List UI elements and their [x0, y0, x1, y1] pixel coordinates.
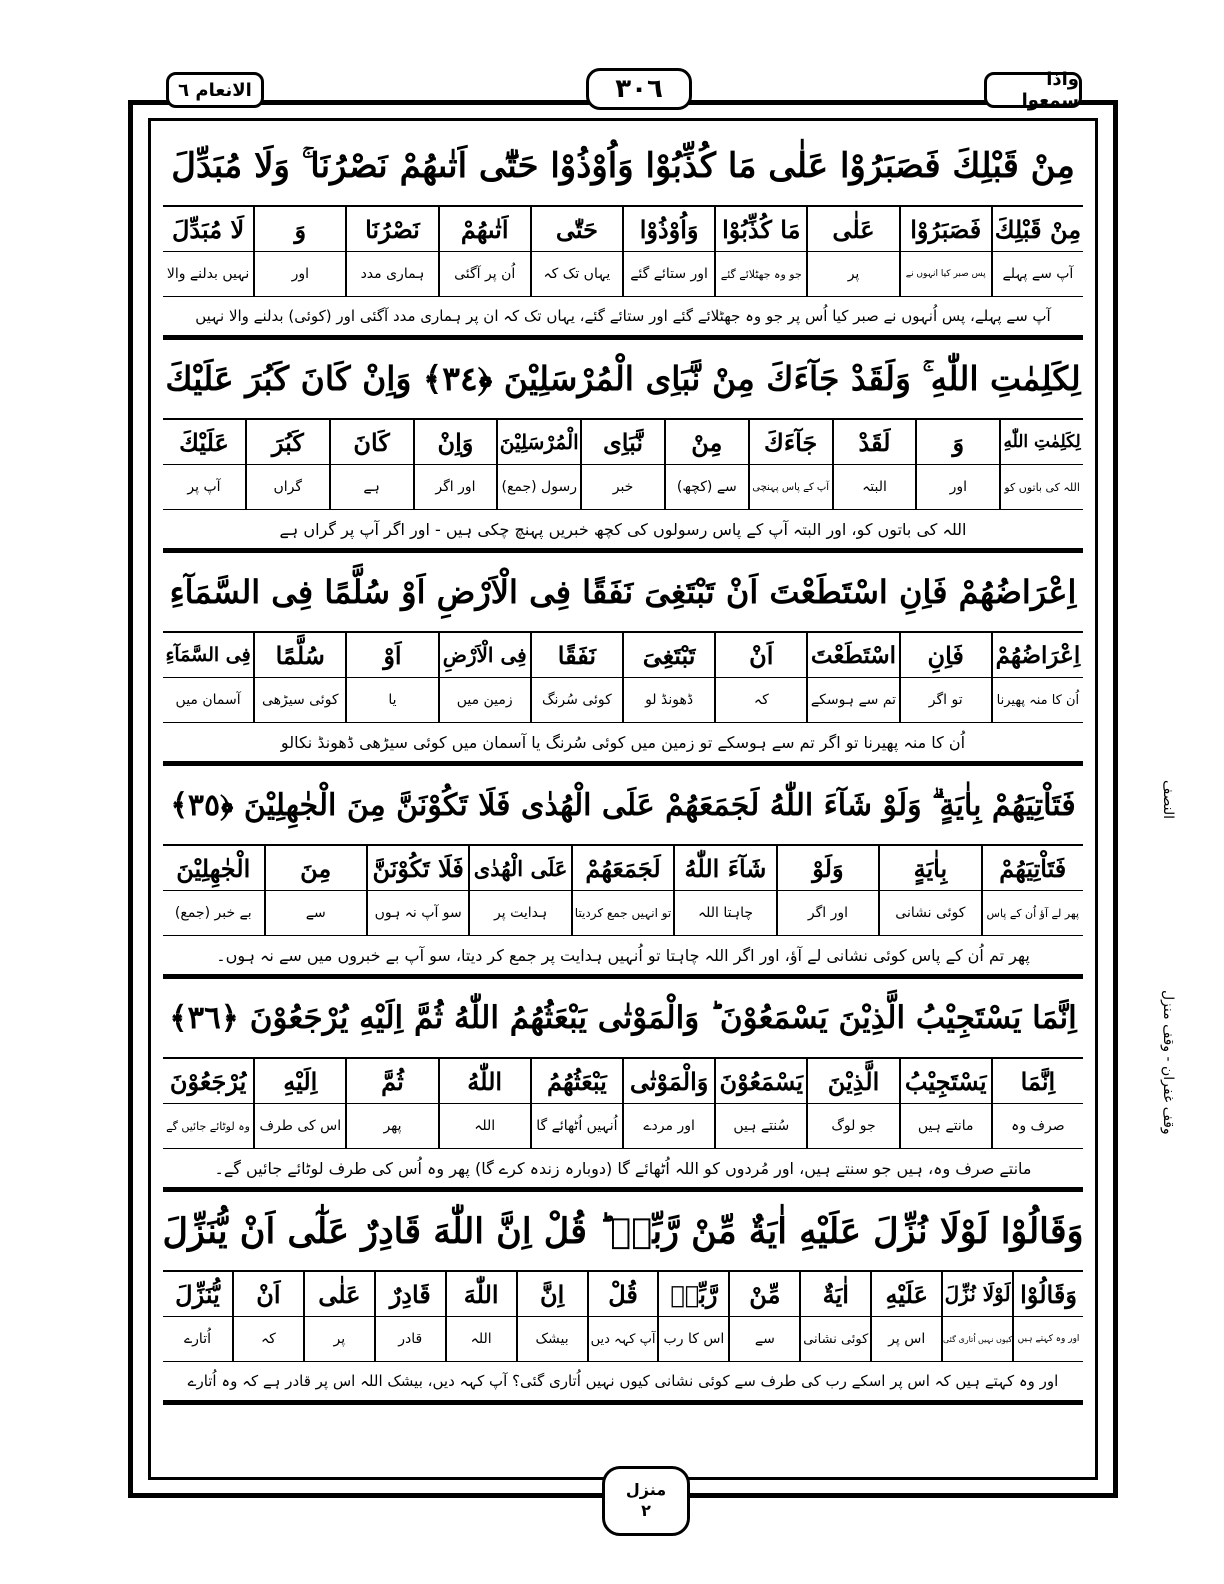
arabic-word-cell: اسْتَطَعْتَ	[806, 633, 898, 677]
arabic-word-cell: عَلٰى	[303, 1272, 374, 1316]
word-translation-cell: خبر	[580, 465, 664, 509]
arabic-word-cell: اِنَّمَا	[991, 1059, 1083, 1103]
arabic-word-cell: نَفَقًا	[530, 633, 622, 677]
word-translation-cell: چاہتا اللہ	[673, 891, 775, 935]
word-translation-cell: کہ	[232, 1317, 303, 1361]
word-translation-cell: زمین میں	[438, 678, 530, 722]
word-translation-cell: جو لوگ	[806, 1104, 898, 1148]
urdu-translation-line: پھر تم اُن کے پاس کوئی نشانی لے آؤ، اور اگر اللہ چاہتا تو اُنہیں ہدایت پر جمع کر دیتا، سو آپ بے خبروں میں سے نہ ہوں۔	[163, 936, 1083, 977]
word-translation-cell: کوئی سیڑھی	[253, 678, 345, 722]
arabic-word-cell: حَتّٰى	[530, 207, 622, 251]
word-translation-cell: ہماری مدد	[345, 252, 437, 296]
word-translation-cell: پر	[303, 1317, 374, 1361]
arabic-word-cell: وَلَوْ	[776, 846, 878, 890]
word-translation-cell: پس صبر کیا انہوں نے	[899, 252, 991, 296]
verse-section	[163, 979, 1083, 1192]
arabic-word-cell: لَوْلَا نُزِّلَ	[941, 1272, 1012, 1316]
verse-sections	[163, 127, 1083, 1405]
word-translation-cell: مانتے ہیں	[899, 1104, 991, 1148]
verse-section	[163, 766, 1083, 979]
arabic-word-cell: قُلْ	[587, 1272, 658, 1316]
arabic-word-cell: اٰيَةٌ	[799, 1272, 870, 1316]
word-translation-cell: ہے	[329, 465, 413, 509]
word-translation-cell: اس پر	[870, 1317, 941, 1361]
word-translation-cell: اور اگر	[776, 891, 878, 935]
arabic-word-cell: اَنْ	[714, 633, 806, 677]
word-translation-cell: کوئی نشانی	[878, 891, 980, 935]
arabic-word-cell: مِّنْ	[728, 1272, 799, 1316]
arabic-word-cell: اَنْ	[232, 1272, 303, 1316]
arabic-word-cell: فَصَبَرُوْا	[899, 207, 991, 251]
word-translation-cell: اس کا رب	[657, 1317, 728, 1361]
arabic-word-cell: مَا كُذِّبُوْا	[714, 207, 806, 251]
arabic-word-cell: وَالْمَوْتٰى	[622, 1059, 714, 1103]
arabic-word-cell: ثُمَّ	[345, 1059, 437, 1103]
arabic-word-cell: لَا مُبَدِّلَ	[171, 214, 245, 244]
arabic-word-cell: اللّٰهَ	[445, 1272, 516, 1316]
word-row	[163, 1272, 1083, 1317]
word-translation-cell: آپ پر	[187, 479, 221, 495]
translation-row	[163, 891, 1083, 936]
word-translation-cell: پھر لے آؤ اُن کے پاس	[981, 891, 1083, 935]
word-translation-cell: تم سے ہوسکے	[806, 678, 898, 722]
arabic-verse-line: فَتَاْتِيَهُمْ بِاٰيَةٍ ۗ وَلَوْ شَآءَ اللّٰهُ لَجَمَعَهُمْ عَلَى الْهُدٰى فَلَا تَكُوْنَنَّ مِنَ الْجٰهِلِيْنَ ﴿٣٥﴾	[163, 766, 1083, 846]
arabic-word-cell: فَاِنِ	[899, 633, 991, 677]
word-translation-cell: کوئی سُرنگ	[530, 678, 622, 722]
arabic-word-cell: يُّنَزِّلَ	[175, 1279, 220, 1309]
word-translation-cell: آپ کے پاس پہنچی	[748, 465, 832, 509]
arabic-word-cell: يُرْجَعُوْنَ	[169, 1066, 247, 1096]
word-translation-cell: اُن کا منہ پھیرنا	[991, 678, 1083, 722]
arabic-word-cell: كَبُرَ	[245, 420, 329, 464]
word-translation-cell: تو انہیں جمع کردیتا	[571, 891, 673, 935]
verse-section	[163, 127, 1083, 340]
arabic-word-cell: يَسْتَجِيْبُ	[899, 1059, 991, 1103]
arabic-word-cell: اَتٰىهُمْ	[438, 207, 530, 251]
arabic-word-cell: شَآءَ اللّٰهُ	[673, 846, 775, 890]
word-translation-cell: اور	[253, 252, 345, 296]
arabic-word-cell: مِنَ	[264, 846, 366, 890]
arabic-word-cell: قَادِرٌ	[374, 1272, 445, 1316]
word-translation-cell: پھر	[345, 1104, 437, 1148]
word-translation-cell: اللہ	[445, 1317, 516, 1361]
side-note-waqf: وقف غفران - وقف منزل	[1160, 990, 1176, 1135]
manzil-number: ٢	[641, 1501, 651, 1520]
translation-row	[163, 465, 1083, 510]
arabic-word-cell: سُلَّمًا	[253, 633, 345, 677]
arabic-word-cell: كَانَ	[329, 420, 413, 464]
word-translation-cell: کوئی نشانی	[799, 1317, 870, 1361]
word-translation-cell: رسول (جمع)	[496, 465, 580, 509]
word-translation-cell: اور ستائے گئے	[622, 252, 714, 296]
arabic-word-cell: فَلَا تَكُوْنَنَّ	[366, 846, 468, 890]
word-row	[163, 633, 1083, 678]
arabic-word-cell: عَلَى الْهُدٰى	[468, 846, 570, 890]
word-translation-cell: آپ سے پہلے	[991, 252, 1083, 296]
word-translation-cell: کہ	[714, 678, 806, 722]
word-translation-cell: کیوں نہیں اُتاری گئی	[941, 1317, 1012, 1361]
arabic-word-cell: الْمُرْسَلِيْنَ	[496, 420, 580, 464]
urdu-translation-line: مانتے صرف وہ، ہیں جو سنتے ہیں، اور مُردوں کو اللہ اُٹھائے گا (دوبارہ زندہ کرے گا) پھر وہ اُس کی طرف لوٹائے جائیں گے۔	[163, 1149, 1083, 1190]
arabic-verse-line: اِنَّمَا يَسْتَجِيْبُ الَّذِيْنَ يَسْمَعُوْنَ ؕ وَالْمَوْتٰى يَبْعَثُهُمُ اللّٰهُ ثُمَّ اِلَيْهِ يُرْجَعُوْنَ ﴿٣٦﴾	[163, 979, 1083, 1059]
arabic-verse-line: وَقَالُوْا لَوْلَا نُزِّلَ عَلَيْهِ اٰيَةٌ مِّنْ رَّبِّهٖ ؕ قُلْ اِنَّ اللّٰهَ قَادِرٌ عَلٰٓى اَنْ يُّنَزِّلَ	[163, 1192, 1083, 1272]
word-translation-cell: آسمان میں	[175, 692, 241, 708]
arabic-word-cell: وَاِنْ	[413, 420, 497, 464]
translation-row	[163, 252, 1083, 297]
arabic-word-cell: فَتَاْتِيَهُمْ	[981, 846, 1083, 890]
word-translation-cell: وہ لوٹائے جائیں گے	[166, 1119, 250, 1133]
surah-name-label: الانعام ٦	[166, 72, 264, 108]
word-translation-cell: گراں	[245, 465, 329, 509]
word-translation-cell: اللہ کی باتوں کو	[999, 465, 1083, 509]
arabic-word-cell: لَجَمَعَهُمْ	[571, 846, 673, 890]
verse-section	[163, 553, 1083, 766]
word-translation-cell: پر	[806, 252, 898, 296]
arabic-word-cell: مِنْ	[664, 420, 748, 464]
arabic-word-cell: بِاٰيَةٍ	[878, 846, 980, 890]
arabic-word-cell: لِكَلِمٰتِ اللّٰهِ	[999, 420, 1083, 464]
urdu-translation-line: اللہ کی باتوں کو، اور البتہ آپ کے پاس رسولوں کی کچھ خبریں پہنچ چکی ہیں - اور اگر آپ پر گراں ہے	[163, 510, 1083, 551]
arabic-word-cell: الَّذِيْنَ	[806, 1059, 898, 1103]
arabic-word-cell: اَوْ	[345, 633, 437, 677]
arabic-word-cell: جَآءَكَ	[748, 420, 832, 464]
arabic-word-cell: عَلَيْكَ	[179, 427, 229, 457]
arabic-word-cell: اِعْرَاضُهُمْ	[991, 633, 1083, 677]
word-row	[163, 420, 1083, 465]
arabic-word-cell: لَقَدْ	[832, 420, 916, 464]
arabic-word-cell: نَصْرُنَا	[345, 207, 437, 251]
word-translation-cell: یہاں تک کہ	[530, 252, 622, 296]
arabic-word-cell: يَبْعَثُهُمُ	[530, 1059, 622, 1103]
word-translation-cell: صرف وہ	[991, 1104, 1083, 1148]
word-translation-cell: سے	[728, 1317, 799, 1361]
arabic-word-cell: وَقَالُوْا	[1012, 1272, 1083, 1316]
word-translation-cell: اُتارے	[183, 1331, 211, 1347]
word-translation-cell: ہدایت پر	[468, 891, 570, 935]
word-translation-cell: اور	[915, 465, 999, 509]
verse-section	[163, 1192, 1083, 1405]
arabic-word-cell: يَسْمَعُوْنَ	[714, 1059, 806, 1103]
word-translation-cell: نہیں بدلنے والا	[166, 266, 250, 282]
arabic-verse-line: مِنْ قَبْلِكَ فَصَبَرُوْا عَلٰى مَا كُذِّبُوْا وَاُوْذُوْا حَتّٰٓى اَتٰىهُمْ نَصْرُنَا ۚ وَلَا مُبَدِّلَ	[163, 127, 1083, 207]
arabic-word-cell: فِى السَّمَآءِ	[165, 644, 251, 666]
arabic-word-cell: عَلٰى	[806, 207, 898, 251]
arabic-word-cell: فِى الْاَرْضِ	[438, 633, 530, 677]
side-note-nisf: النصف	[1160, 780, 1176, 820]
arabic-word-cell: اِنَّ	[516, 1272, 587, 1316]
arabic-word-cell: مِنْ قَبْلِكَ	[991, 207, 1083, 251]
word-translation-cell: سو آپ نہ ہوں	[366, 891, 468, 935]
word-translation-cell: قادر	[374, 1317, 445, 1361]
arabic-word-cell: وَ	[915, 420, 999, 464]
arabic-word-cell: نَّبَاِى	[580, 420, 664, 464]
word-translation-cell: اللہ	[438, 1104, 530, 1148]
word-translation-cell: بیشک	[516, 1317, 587, 1361]
word-row	[163, 846, 1083, 891]
word-translation-cell: تو اگر	[899, 678, 991, 722]
word-translation-cell: اور مردے	[622, 1104, 714, 1148]
word-translation-cell: اُن پر آگئی	[438, 252, 530, 296]
word-row	[163, 207, 1083, 252]
arabic-verse-line: لِكَلِمٰتِ اللّٰهِ ۚ وَلَقَدْ جَآءَكَ مِنْ نَّبَاِى الْمُرْسَلِيْنَ ﴿٣٤﴾ وَاِنْ كَانَ كَبُرَ عَلَيْكَ	[163, 340, 1083, 420]
arabic-word-cell: وَاُوْذُوْا	[622, 207, 714, 251]
word-translation-cell: اُنہیں اُٹھائے گا	[530, 1104, 622, 1148]
word-translation-cell: ڈھونڈ لو	[622, 678, 714, 722]
arabic-word-cell: رَّبِّهٖ	[657, 1272, 728, 1316]
word-translation-cell: سُنتے ہیں	[714, 1104, 806, 1148]
word-row	[163, 1059, 1083, 1104]
word-translation-cell: البتہ	[832, 465, 916, 509]
word-translation-cell: اور وہ کہتے ہیں	[1012, 1317, 1083, 1361]
verse-section	[163, 340, 1083, 553]
word-translation-cell: اس کی طرف	[253, 1104, 345, 1148]
urdu-translation-line: اُن کا منہ پھیرنا تو اگر تم سے ہوسکے تو زمین میں کوئی سُرنگ یا آسمان میں کوئی سیڑھی ڈھونڈ نکالو	[163, 723, 1083, 764]
arabic-word-cell: تَبْتَغِىَ	[622, 633, 714, 677]
arabic-word-cell: اللّٰهُ	[438, 1059, 530, 1103]
manzil-label: منزل	[625, 1480, 667, 1500]
word-translation-cell: سے	[264, 891, 366, 935]
arabic-word-cell: وَ	[253, 207, 345, 251]
arabic-word-cell: اِلَيْهِ	[253, 1059, 345, 1103]
juz-name-label: واذا سمعوا	[984, 72, 1082, 108]
translation-row	[163, 678, 1083, 723]
page-number: ٣٠٦	[586, 68, 692, 110]
urdu-translation-line: اور وہ کہتے ہیں کہ اس پر اسکے رب کی طرف سے کوئی نشانی کیوں نہیں اُتاری گئی؟ آپ کہہ دیں، بیشک اللہ اس پر قادر ہے کہ وہ اُتارے	[163, 1362, 1083, 1403]
word-translation-cell: جو وہ جھٹلائے گئے	[714, 252, 806, 296]
word-translation-cell: یا	[345, 678, 437, 722]
word-translation-cell: بے خبر (جمع)	[174, 905, 252, 921]
word-translation-cell: آپ کہہ دیں	[587, 1317, 658, 1361]
word-translation-cell: اور اگر	[413, 465, 497, 509]
urdu-translation-line: آپ سے پہلے، پس اُنہوں نے صبر کیا اُس پر جو وہ جھٹلائے گئے اور ستائے گئے، یہاں تک کہ ان پر ہماری مدد آگئی اور (کوئی) بدلنے والا نہیں	[163, 297, 1083, 338]
arabic-verse-line: اِعْرَاضُهُمْ فَاِنِ اسْتَطَعْتَ اَنْ تَبْتَغِىَ نَفَقًا فِى الْاَرْضِ اَوْ سُلَّمًا فِى السَّمَآءِ	[163, 553, 1083, 633]
translation-row	[163, 1104, 1083, 1149]
manzil-badge	[602, 1466, 690, 1536]
translation-row	[163, 1317, 1083, 1362]
word-translation-cell: سے (کچھ)	[664, 465, 748, 509]
arabic-word-cell: الْجٰهِلِيْنَ	[176, 853, 251, 883]
arabic-word-cell: عَلَيْهِ	[870, 1272, 941, 1316]
